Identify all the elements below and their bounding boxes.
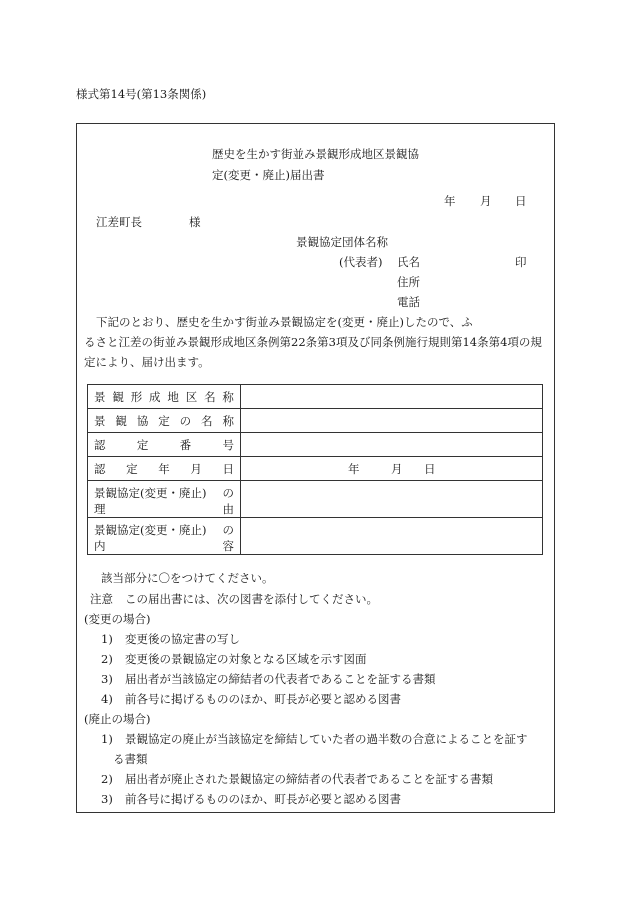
value-cert-date [241, 457, 543, 481]
abolish-case-heading: (廃止の場合) [84, 712, 151, 726]
form-title-line2: 定(変更・廃止)届出書 [212, 168, 325, 182]
address-label: 住所 [397, 275, 420, 289]
list-item-num: 3) [101, 792, 113, 806]
table-row-cert-date [88, 457, 543, 481]
list-item-num: 2) [101, 772, 113, 786]
list-item: 前各号に掲げるもののほか、町長が必要と認める図書 [125, 692, 401, 706]
form-title-line1: 歴史を生かす街並み景観形成地区景観協 [212, 147, 419, 161]
addressee-honorific: 様 [189, 215, 201, 229]
cert-date-month: 月 [391, 462, 403, 476]
label-reason: 景観協定(変更・廃止) 理 の 由 [88, 481, 241, 518]
list-item: 景観協定の廃止が当該協定を締結していた者の過半数の合意によることを証す [125, 732, 528, 746]
list-item-continuation: る書類 [113, 752, 148, 766]
body-text-line2: るさと江差の街並み景観形成地区条例第22条第3項及び同条例施行規則第14条第4項の規 [84, 335, 542, 349]
addressee-name: 江差町長 [96, 215, 142, 229]
value-content [241, 518, 543, 555]
change-case-heading: (変更の場合) [84, 612, 151, 626]
date-day: 日 [515, 194, 527, 208]
list-item-num: 3) [101, 672, 113, 686]
info-table [87, 384, 543, 555]
label-district-name: 景 観 形 成 地 区 名 称 [88, 385, 241, 409]
table-row-content [88, 518, 543, 555]
label-cert-number: 認 定 番 号 [88, 433, 241, 457]
body-text-line3: 定により、届け出ます。 [84, 355, 210, 369]
label-content: 景観協定(変更・廃止) 内 の 容 [88, 518, 241, 555]
value-agreement-name [241, 409, 543, 433]
list-item-num: 2) [101, 652, 113, 666]
value-reason [241, 481, 543, 518]
date-month: 月 [480, 194, 492, 208]
list-item: 変更後の景観協定の対象となる区域を示す図面 [125, 652, 367, 666]
list-item: 届出者が廃止された景観協定の締結者の代表者であることを証する書類 [125, 772, 493, 786]
list-item: 前各号に掲げるもののほか、町長が必要と認める図書 [125, 792, 401, 806]
table-row-agreement-name [88, 409, 543, 433]
value-district-name [241, 385, 543, 409]
org-name-label: 景観協定団体名称 [296, 235, 388, 249]
form-number: 様式第14号(第13条関係) [76, 87, 207, 101]
mark-instruction: 該当部分に〇をつけてください。 [101, 571, 274, 585]
table-row-reason [88, 481, 543, 518]
list-item-num: 4) [101, 692, 113, 706]
representative-label: (代表者) [339, 255, 383, 269]
attention-label: 注意 [90, 592, 113, 606]
body-text-line1: 下記のとおり、歴史を生かす街並み景観協定を(変更・廃止)したので、ふ [96, 315, 473, 329]
list-item: 変更後の協定書の写し [125, 632, 240, 646]
label-cert-date: 認 定 年 月 日 [88, 457, 241, 481]
cert-date-day: 日 [424, 462, 436, 476]
table-row-district-name [88, 385, 543, 409]
seal-mark: 印 [515, 255, 527, 269]
date-year: 年 [444, 194, 456, 208]
attention-text: この届出書には、次の図書を添付してください。 [125, 592, 378, 606]
phone-label: 電話 [397, 295, 420, 309]
value-cert-number [241, 433, 543, 457]
cert-date-year: 年 [348, 462, 360, 476]
table-row-cert-number [88, 433, 543, 457]
label-agreement-name: 景 観 協 定 の 名 称 [88, 409, 241, 433]
list-item: 届出者が当該協定の締結者の代表者であることを証する書類 [125, 672, 436, 686]
list-item-num: 1) [101, 632, 113, 646]
list-item-num: 1) [101, 732, 113, 746]
name-label: 氏名 [397, 255, 420, 269]
